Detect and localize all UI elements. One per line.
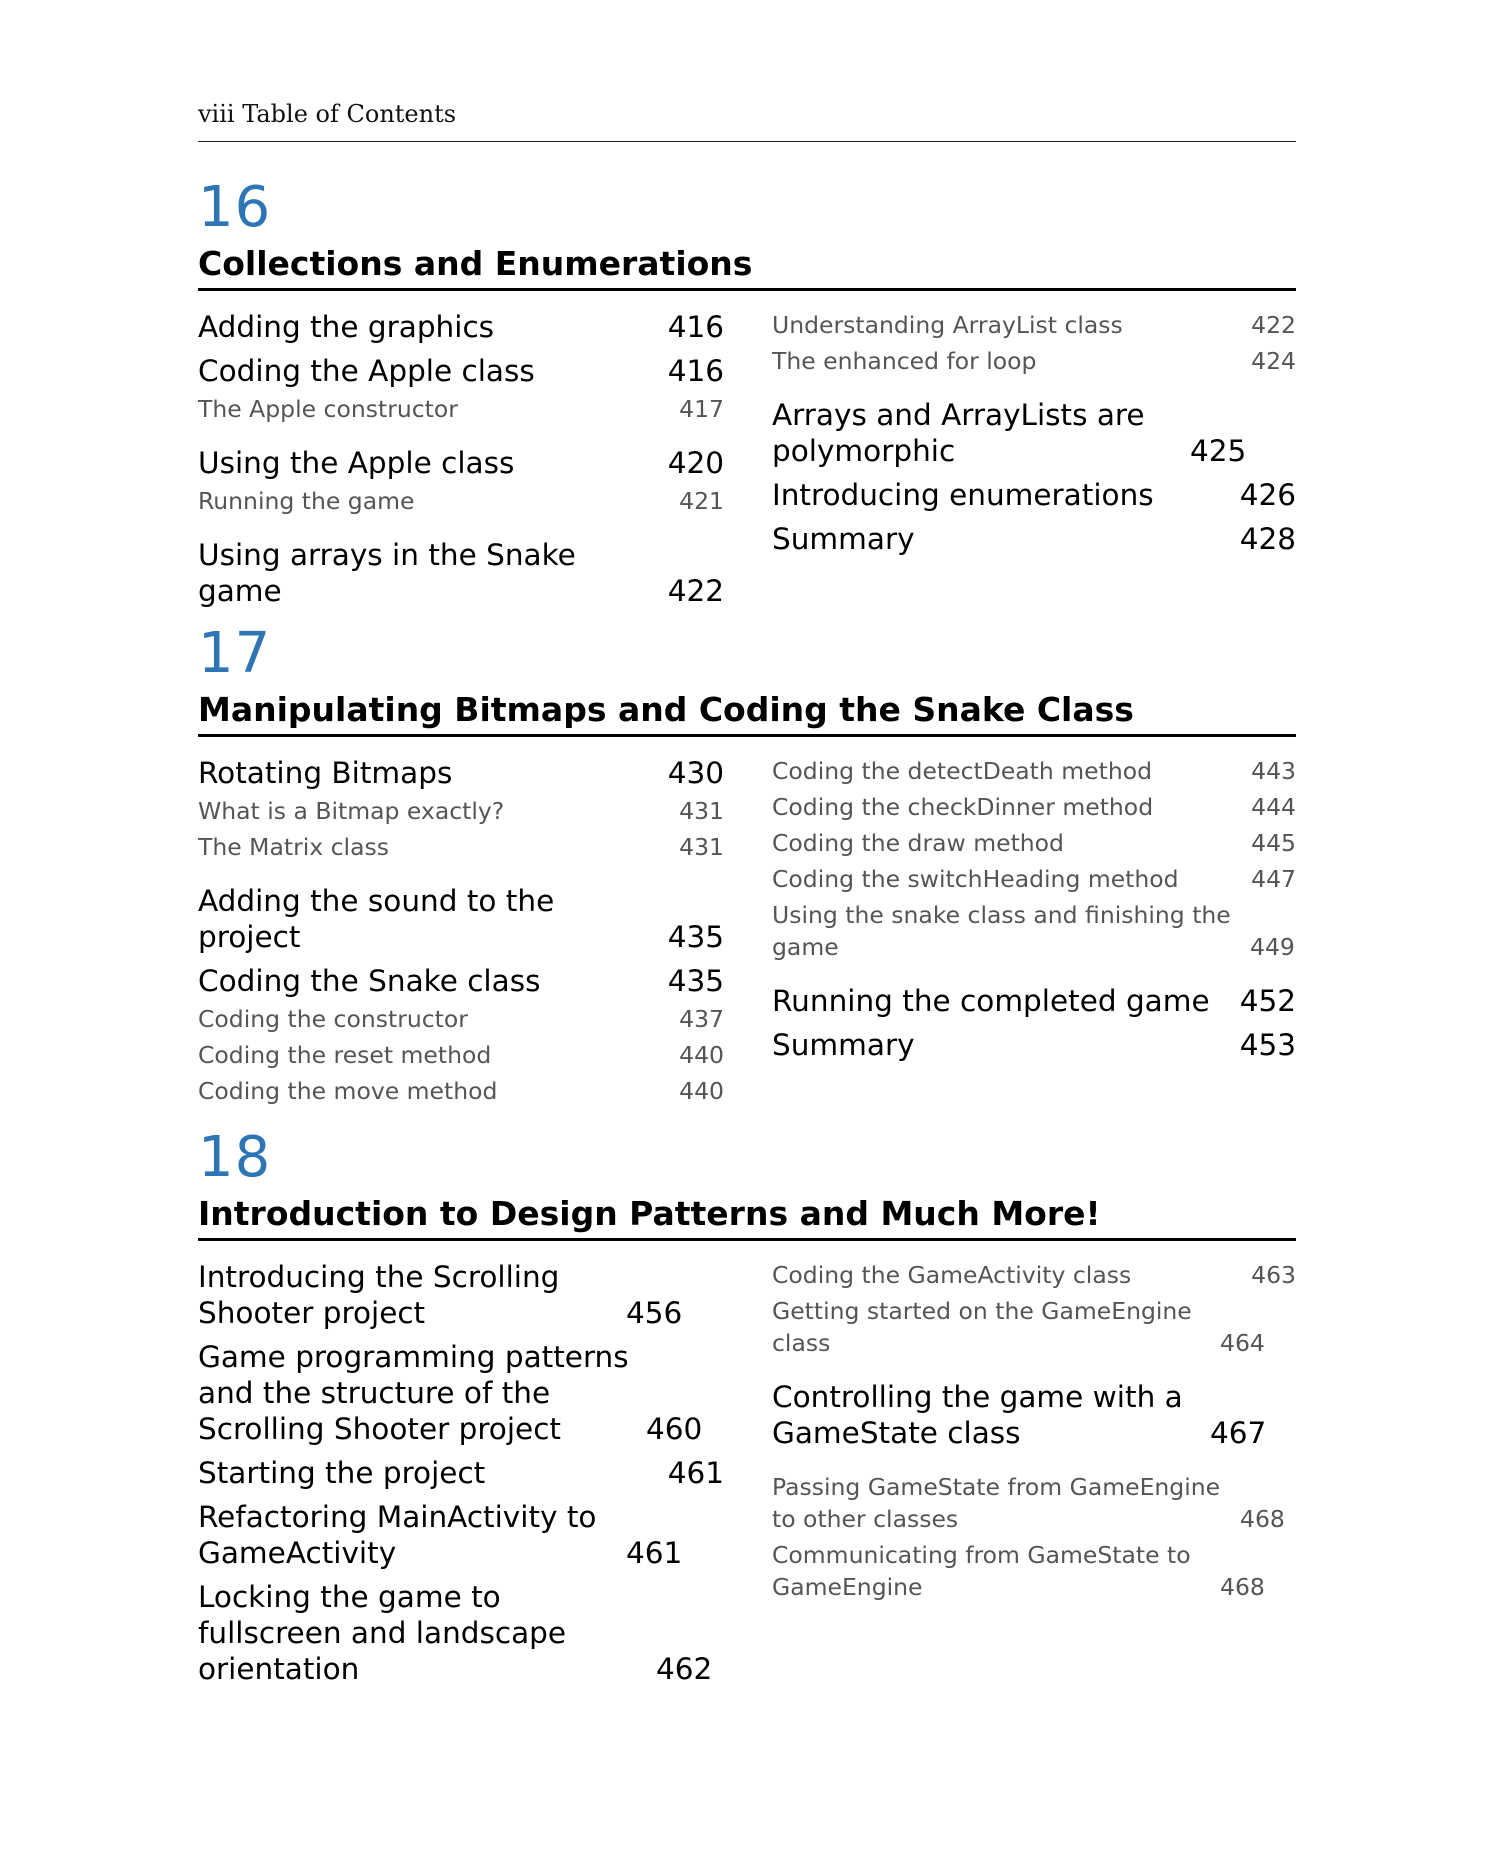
entry-title: Coding the reset method <box>198 1041 492 1069</box>
toc-subentry[interactable] <box>198 1003 724 1035</box>
toc-right-column <box>772 1259 1296 1603</box>
toc-entry[interactable] <box>198 755 724 791</box>
entry-page: 443 <box>1251 757 1296 785</box>
entry-page: 468 <box>1240 1505 1285 1533</box>
entry-title: Passing GameState from GameEngine to other classes <box>772 1473 1221 1533</box>
entry-title: The enhanced for loop <box>772 347 1037 375</box>
toc-entry[interactable] <box>198 353 724 389</box>
entry-title: Adding the graphics <box>198 310 495 344</box>
chapter-number: 17 <box>198 621 272 686</box>
chapter-rule <box>198 288 1296 291</box>
toc-subentry[interactable] <box>772 1295 1296 1359</box>
entry-page: 430 <box>667 756 724 790</box>
entry-page: 426 <box>1239 478 1296 512</box>
toc-subentry[interactable] <box>772 791 1296 823</box>
entry-page: 461 <box>626 1536 683 1570</box>
chapter-18 <box>198 1125 1296 1686</box>
entry-title: Using the Apple class <box>198 446 515 480</box>
toc-entry[interactable] <box>772 1027 1296 1063</box>
entry-title: The Matrix class <box>198 833 389 861</box>
header-rule <box>198 141 1296 142</box>
entry-page: 468 <box>1220 1573 1265 1601</box>
toc-subentry[interactable] <box>198 1075 724 1107</box>
entry-page: 464 <box>1220 1329 1265 1357</box>
toc-entry[interactable] <box>198 1499 724 1571</box>
toc-entry[interactable] <box>198 1339 724 1447</box>
entry-page: 428 <box>1239 522 1296 556</box>
toc-subentry[interactable] <box>772 1539 1296 1603</box>
toc-subentry[interactable] <box>198 831 724 863</box>
toc-subentry[interactable] <box>198 1039 724 1071</box>
entry-title: Using arrays in the Snake game <box>198 538 576 608</box>
entry-page: 421 <box>679 487 724 515</box>
entry-title: Communicating from GameState to GameEngine <box>772 1541 1191 1601</box>
entry-title: Coding the move method <box>198 1077 498 1105</box>
entry-page: 422 <box>1251 311 1296 339</box>
entry-title: Starting the project <box>198 1456 486 1490</box>
entry-title: Locking the game to fullscreen and landscape orientation <box>198 1580 567 1686</box>
entry-title: Summary <box>772 1028 915 1062</box>
entry-page: 444 <box>1251 793 1296 821</box>
chapter-16 <box>198 175 1296 608</box>
entry-page: 431 <box>679 797 724 825</box>
toc-subentry[interactable] <box>772 827 1296 859</box>
entry-title: Game programming patterns and the structure of the Scrolling Shooter project <box>198 1340 629 1446</box>
toc-left-column <box>198 1259 724 1687</box>
toc-entry[interactable] <box>772 477 1296 513</box>
toc-entry[interactable] <box>772 983 1296 1019</box>
chapter-rule <box>198 1238 1296 1241</box>
entry-page: 463 <box>1251 1261 1296 1289</box>
entry-title: Refactoring MainActivity to GameActivity <box>198 1500 597 1570</box>
entry-page: 461 <box>667 1456 724 1490</box>
chapter-title: Introduction to Design Patterns and Much More! <box>198 1194 1101 1233</box>
entry-page: 425 <box>1190 434 1247 468</box>
toc-subentry[interactable] <box>772 755 1296 787</box>
toc-entry[interactable] <box>198 309 724 345</box>
entry-page: 416 <box>667 354 724 388</box>
toc-left-column <box>198 309 724 609</box>
chapter-title: Manipulating Bitmaps and Coding the Snake Class <box>198 690 1134 729</box>
toc-entry[interactable] <box>198 1579 724 1687</box>
toc-subentry[interactable] <box>198 795 724 827</box>
entry-title: Running the game <box>198 487 415 515</box>
entry-title: Using the snake class and finishing the game <box>772 901 1231 961</box>
entry-title: Controlling the game with a GameState class <box>772 1380 1183 1450</box>
toc-entry[interactable] <box>772 1379 1296 1451</box>
entry-page: 437 <box>679 1005 724 1033</box>
entry-page: 445 <box>1251 829 1296 857</box>
entry-page: 453 <box>1239 1028 1296 1062</box>
toc-subentry[interactable] <box>198 393 724 425</box>
toc-entry[interactable] <box>198 1259 724 1331</box>
toc-entry[interactable] <box>198 1455 724 1491</box>
entry-page: 435 <box>667 920 724 954</box>
entry-page: 422 <box>667 574 724 608</box>
entry-page: 456 <box>626 1296 683 1330</box>
entry-title: Introducing enumerations <box>772 478 1154 512</box>
toc-subentry[interactable] <box>772 899 1296 963</box>
toc-right-column <box>772 755 1296 1063</box>
entry-page: 420 <box>667 446 724 480</box>
toc-entry[interactable] <box>772 397 1296 469</box>
entry-page: 417 <box>679 395 724 423</box>
entry-title: Coding the checkDinner method <box>772 793 1154 821</box>
toc-right-column <box>772 309 1296 557</box>
toc-entry[interactable] <box>198 883 724 955</box>
toc-left-column <box>198 755 724 1107</box>
toc-subentry[interactable] <box>772 345 1296 377</box>
running-head: viii Table of Contents <box>198 100 457 128</box>
entry-title: Getting started on the GameEngine class <box>772 1297 1192 1357</box>
entry-page: 440 <box>679 1041 724 1069</box>
entry-title: Summary <box>772 522 915 556</box>
toc-entry[interactable] <box>198 963 724 999</box>
entry-title: Coding the switchHeading method <box>772 865 1179 893</box>
entry-title: Coding the Apple class <box>198 354 535 388</box>
entry-title: Running the completed game <box>772 984 1210 1018</box>
chapter-title: Collections and Enumerations <box>198 244 753 283</box>
chapter-number: 16 <box>198 175 272 240</box>
entry-page: 416 <box>667 310 724 344</box>
entry-page: 467 <box>1210 1416 1267 1450</box>
entry-title: Coding the detectDeath method <box>772 757 1153 785</box>
toc-entry[interactable] <box>198 537 724 609</box>
entry-title: Coding the Snake class <box>198 964 541 998</box>
chapter-17 <box>198 621 1296 1105</box>
toc-subentry[interactable] <box>198 485 724 517</box>
entry-title: Rotating Bitmaps <box>198 756 453 790</box>
toc-subentry[interactable] <box>772 863 1296 895</box>
entry-title: What is a Bitmap exactly? <box>198 797 505 825</box>
entry-page: 431 <box>679 833 724 861</box>
entry-page: 452 <box>1239 984 1296 1018</box>
entry-title: Understanding ArrayList class <box>772 311 1123 339</box>
entry-page: 424 <box>1251 347 1296 375</box>
toc-entry[interactable] <box>198 445 724 481</box>
toc-subentry[interactable] <box>772 1259 1296 1291</box>
entry-title: Introducing the Scrolling Shooter project <box>198 1260 560 1330</box>
toc-subentry[interactable] <box>772 309 1296 341</box>
toc-entry[interactable] <box>772 521 1296 557</box>
entry-page: 449 <box>1250 933 1295 961</box>
chapter-number: 18 <box>198 1125 272 1190</box>
entry-page: 435 <box>667 964 724 998</box>
entry-page: 447 <box>1251 865 1296 893</box>
entry-title: Arrays and ArrayLists are polymorphic <box>772 398 1145 468</box>
entry-title: Coding the constructor <box>198 1005 468 1033</box>
entry-title: Adding the sound to the project <box>198 884 555 954</box>
entry-title: Coding the draw method <box>772 829 1064 857</box>
entry-title: Coding the GameActivity class <box>772 1261 1132 1289</box>
entry-page: 462 <box>656 1652 713 1686</box>
chapter-rule <box>198 734 1296 737</box>
entry-title: The Apple constructor <box>198 395 458 423</box>
entry-page: 440 <box>679 1077 724 1105</box>
toc-subentry[interactable] <box>772 1471 1296 1535</box>
entry-page: 460 <box>646 1412 703 1446</box>
